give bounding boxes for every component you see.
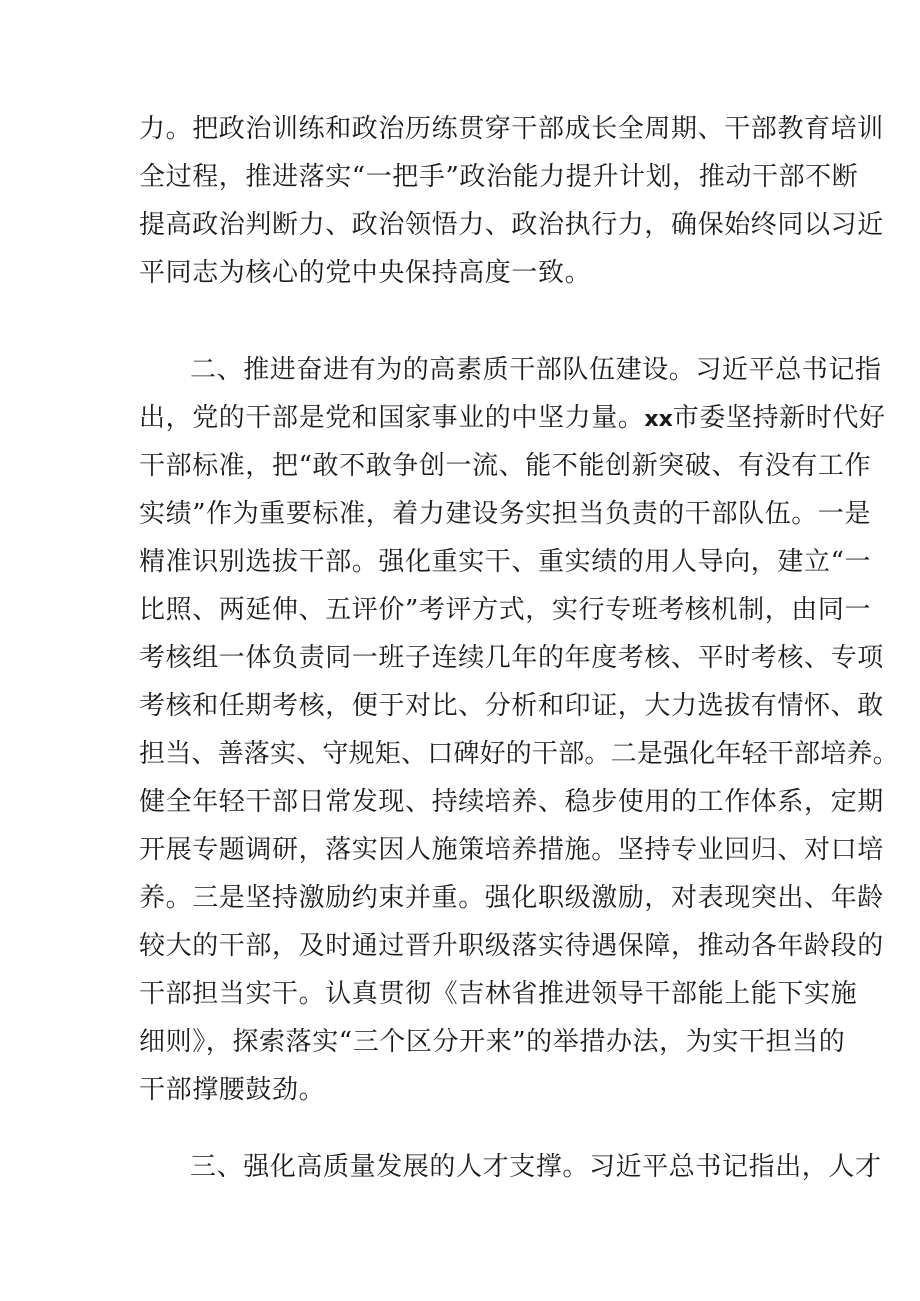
paragraph-2-line-2: [139, 398, 886, 438]
paragraph-2-line-7: 考核组一体负责同一班子连续几年的年度考核、平时考核、专项: [139, 643, 884, 673]
paragraph-2-line-2-tail: 市委坚持新时代好: [672, 403, 886, 433]
paragraph-1-line-2: 全过程，推进落实“一把手”政治能力提升计划，推动干部不断: [139, 162, 859, 192]
paragraph-2-line-4: 实绩”作为重要标准，着力建设务实担当负责的干部队伍。一是: [139, 499, 872, 529]
paragraph-2-line-15: 细则》，探索落实“三个区分开来”的举措办法，为实干担当的: [139, 1027, 846, 1057]
paragraph-1-line-1: 力。把政治训练和政治历练贯穿干部成长全周期、干部教育培训: [139, 114, 884, 144]
paragraph-2-line-10: 健全年轻干部日常发现、持续培养、稳步使用的工作体系，定期: [139, 787, 884, 817]
paragraph-2-line-14: 干部担当实干。认真贯彻《吉林省推进领导干部能上能下实施: [139, 979, 858, 1009]
paragraph-2-line-2-text: 出，党的干部是党和国家事业的中坚力量。: [139, 403, 645, 433]
paragraph-2-line-13: 较大的干部，及时通过晋升职级落实待遇保障，推动各年龄段的: [139, 931, 884, 961]
city-placeholder: xx: [644, 407, 673, 432]
paragraph-1-line-3: 提高政治判断力、政治领悟力、政治执行力，确保始终同以习近: [139, 210, 884, 240]
paragraph-2-line-8: 考核和任期考核，便于对比、分析和印证，大力选拔有情怀、敢: [139, 691, 884, 721]
paragraph-3-heading-line: 三、强化高质量发展的人才支撑。习近平总书记指出，人才: [190, 1152, 882, 1182]
paragraph-2-line-6: 比照、两延伸、五评价”考评方式，实行专班考核机制，由同一: [139, 595, 872, 625]
paragraph-2-line-16: 干部撑腰鼓劲。: [139, 1075, 326, 1105]
paragraph-2-line-12: 养。三是坚持激励约束并重。强化职级激励，对表现突出、年龄: [139, 883, 884, 913]
paragraph-2-heading-line: 二、推进奋进有为的高素质干部队伍建设。习近平总书记指: [190, 355, 882, 385]
paragraph-2-line-5: 精准识别选拔干部。强化重实干、重实绩的用人导向，建立“一: [139, 547, 872, 577]
paragraph-2-line-3: 干部标准，把“敢不敢争创一流、能不能创新突破、有没有工作: [139, 451, 872, 481]
paragraph-1-line-4: 平同志为核心的党中央保持高度一致。: [139, 258, 592, 288]
paragraph-2-line-11: 开展专题调研，落实因人施策培养措施。坚持专业回归、对口培: [139, 835, 884, 865]
paragraph-2-line-9: 担当、善落实、守规矩、口碑好的干部。二是强化年轻干部培养。: [139, 739, 899, 769]
